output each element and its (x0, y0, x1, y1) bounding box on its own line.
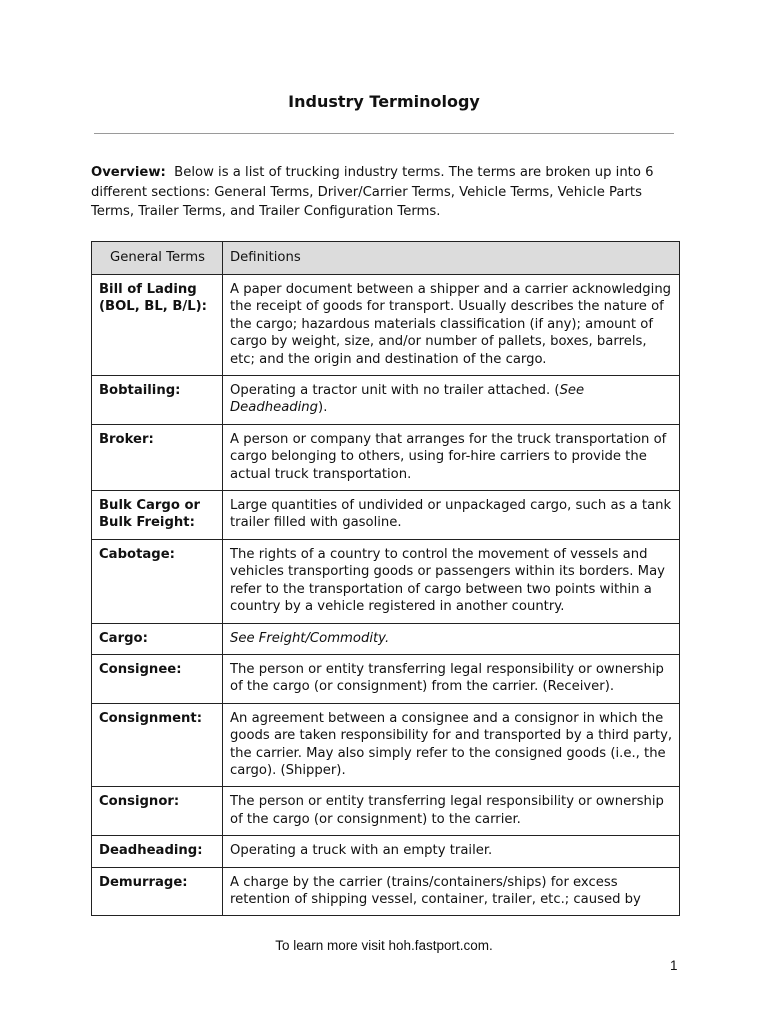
table-header-row (92, 242, 680, 275)
term-cell: Cargo: (92, 623, 223, 654)
definition-cell: The person or entity transferring legal responsibility or ownership of the cargo (or consignment) to the carrier. (223, 787, 680, 836)
overview-paragraph (91, 163, 677, 222)
terminology-table (91, 241, 680, 916)
table-row (92, 787, 680, 836)
definition-italic-text: See Deadheading (230, 383, 585, 416)
document-title: Industry Terminology (288, 92, 480, 111)
table-row (92, 491, 680, 540)
term-cell: Cabotage: (92, 539, 223, 623)
definition-trailing-text: ). (318, 400, 328, 416)
overview-label: Overview: (91, 165, 166, 180)
overview-text: Below is a list of trucking industry terms. The terms are broken up into 6 different sections: General Terms, Driver/Carrier Terms, Vehicle Terms, Vehicle Parts Terms, Trailer Terms, and Trailer Configuration Terms. (91, 165, 654, 220)
term-cell: Broker: (92, 424, 223, 490)
table-row (92, 867, 680, 916)
table-row (92, 539, 680, 623)
table-row (92, 703, 680, 787)
definition-cell: A paper document between a shipper and a carrier acknowledging the receipt of goods for transport. Usually describes the nature of the cargo; hazardous materials classification (if any); amount of cargo by weight, size, and/or number of pallets, boxes, barrels, etc; and the origin and destination of the cargo. (223, 275, 680, 376)
title-divider (94, 133, 674, 134)
term-cell: Bulk Cargo or Bulk Freight: (92, 491, 223, 540)
term-cell: Deadheading: (92, 836, 223, 867)
header-definitions: Definitions (223, 242, 680, 275)
definition-cell: Large quantities of undivided or unpackaged cargo, such as a tank trailer filled with gasoline. (223, 491, 680, 540)
definition-text: Operating a tractor unit with no trailer attached. ( (230, 383, 560, 399)
page-number: 1 (670, 958, 678, 973)
definition-cell: An agreement between a consignee and a consignor in which the goods are taken responsibility for and transported by a third party, the carrier. May also simply refer to the consigned goods (i.e., the cargo). (Shipper). (223, 703, 680, 787)
term-cell: Bobtailing: (92, 376, 223, 425)
table-row (92, 623, 680, 654)
definition-cell: See Freight/Commodity. (223, 623, 680, 654)
table-row (92, 654, 680, 703)
table-row (92, 424, 680, 490)
definition-cell: The person or entity transferring legal responsibility or ownership of the cargo (or consignment) from the carrier. (Receiver). (223, 654, 680, 703)
footer-text: To learn more visit hoh.fastport.com. (275, 938, 493, 953)
table-row (92, 836, 680, 867)
term-cell: Demurrage: (92, 867, 223, 916)
definition-cell: Operating a truck with an empty trailer. (223, 836, 680, 867)
table-row (92, 376, 680, 425)
header-general-terms: General Terms (92, 242, 223, 275)
definition-cell: The rights of a country to control the movement of vessels and vehicles transporting goods or passengers within its borders. May refer to the transportation of cargo between two points within a country by a vehicle registered in another country. (223, 539, 680, 623)
term-cell: Consignor: (92, 787, 223, 836)
definition-cell: A charge by the carrier (trains/containers/ships) for excess retention of shipping vessel, container, trailer, etc.; caused by (223, 867, 680, 916)
term-cell: Consignee: (92, 654, 223, 703)
definition-cell (223, 376, 680, 425)
table-row (92, 275, 680, 376)
definition-cell: A person or company that arranges for the truck transportation of cargo belonging to others, using for-hire carriers to provide the actual truck transportation. (223, 424, 680, 490)
term-cell: Consignment: (92, 703, 223, 787)
term-cell: Bill of Lading (BOL, BL, B/L): (92, 275, 223, 376)
